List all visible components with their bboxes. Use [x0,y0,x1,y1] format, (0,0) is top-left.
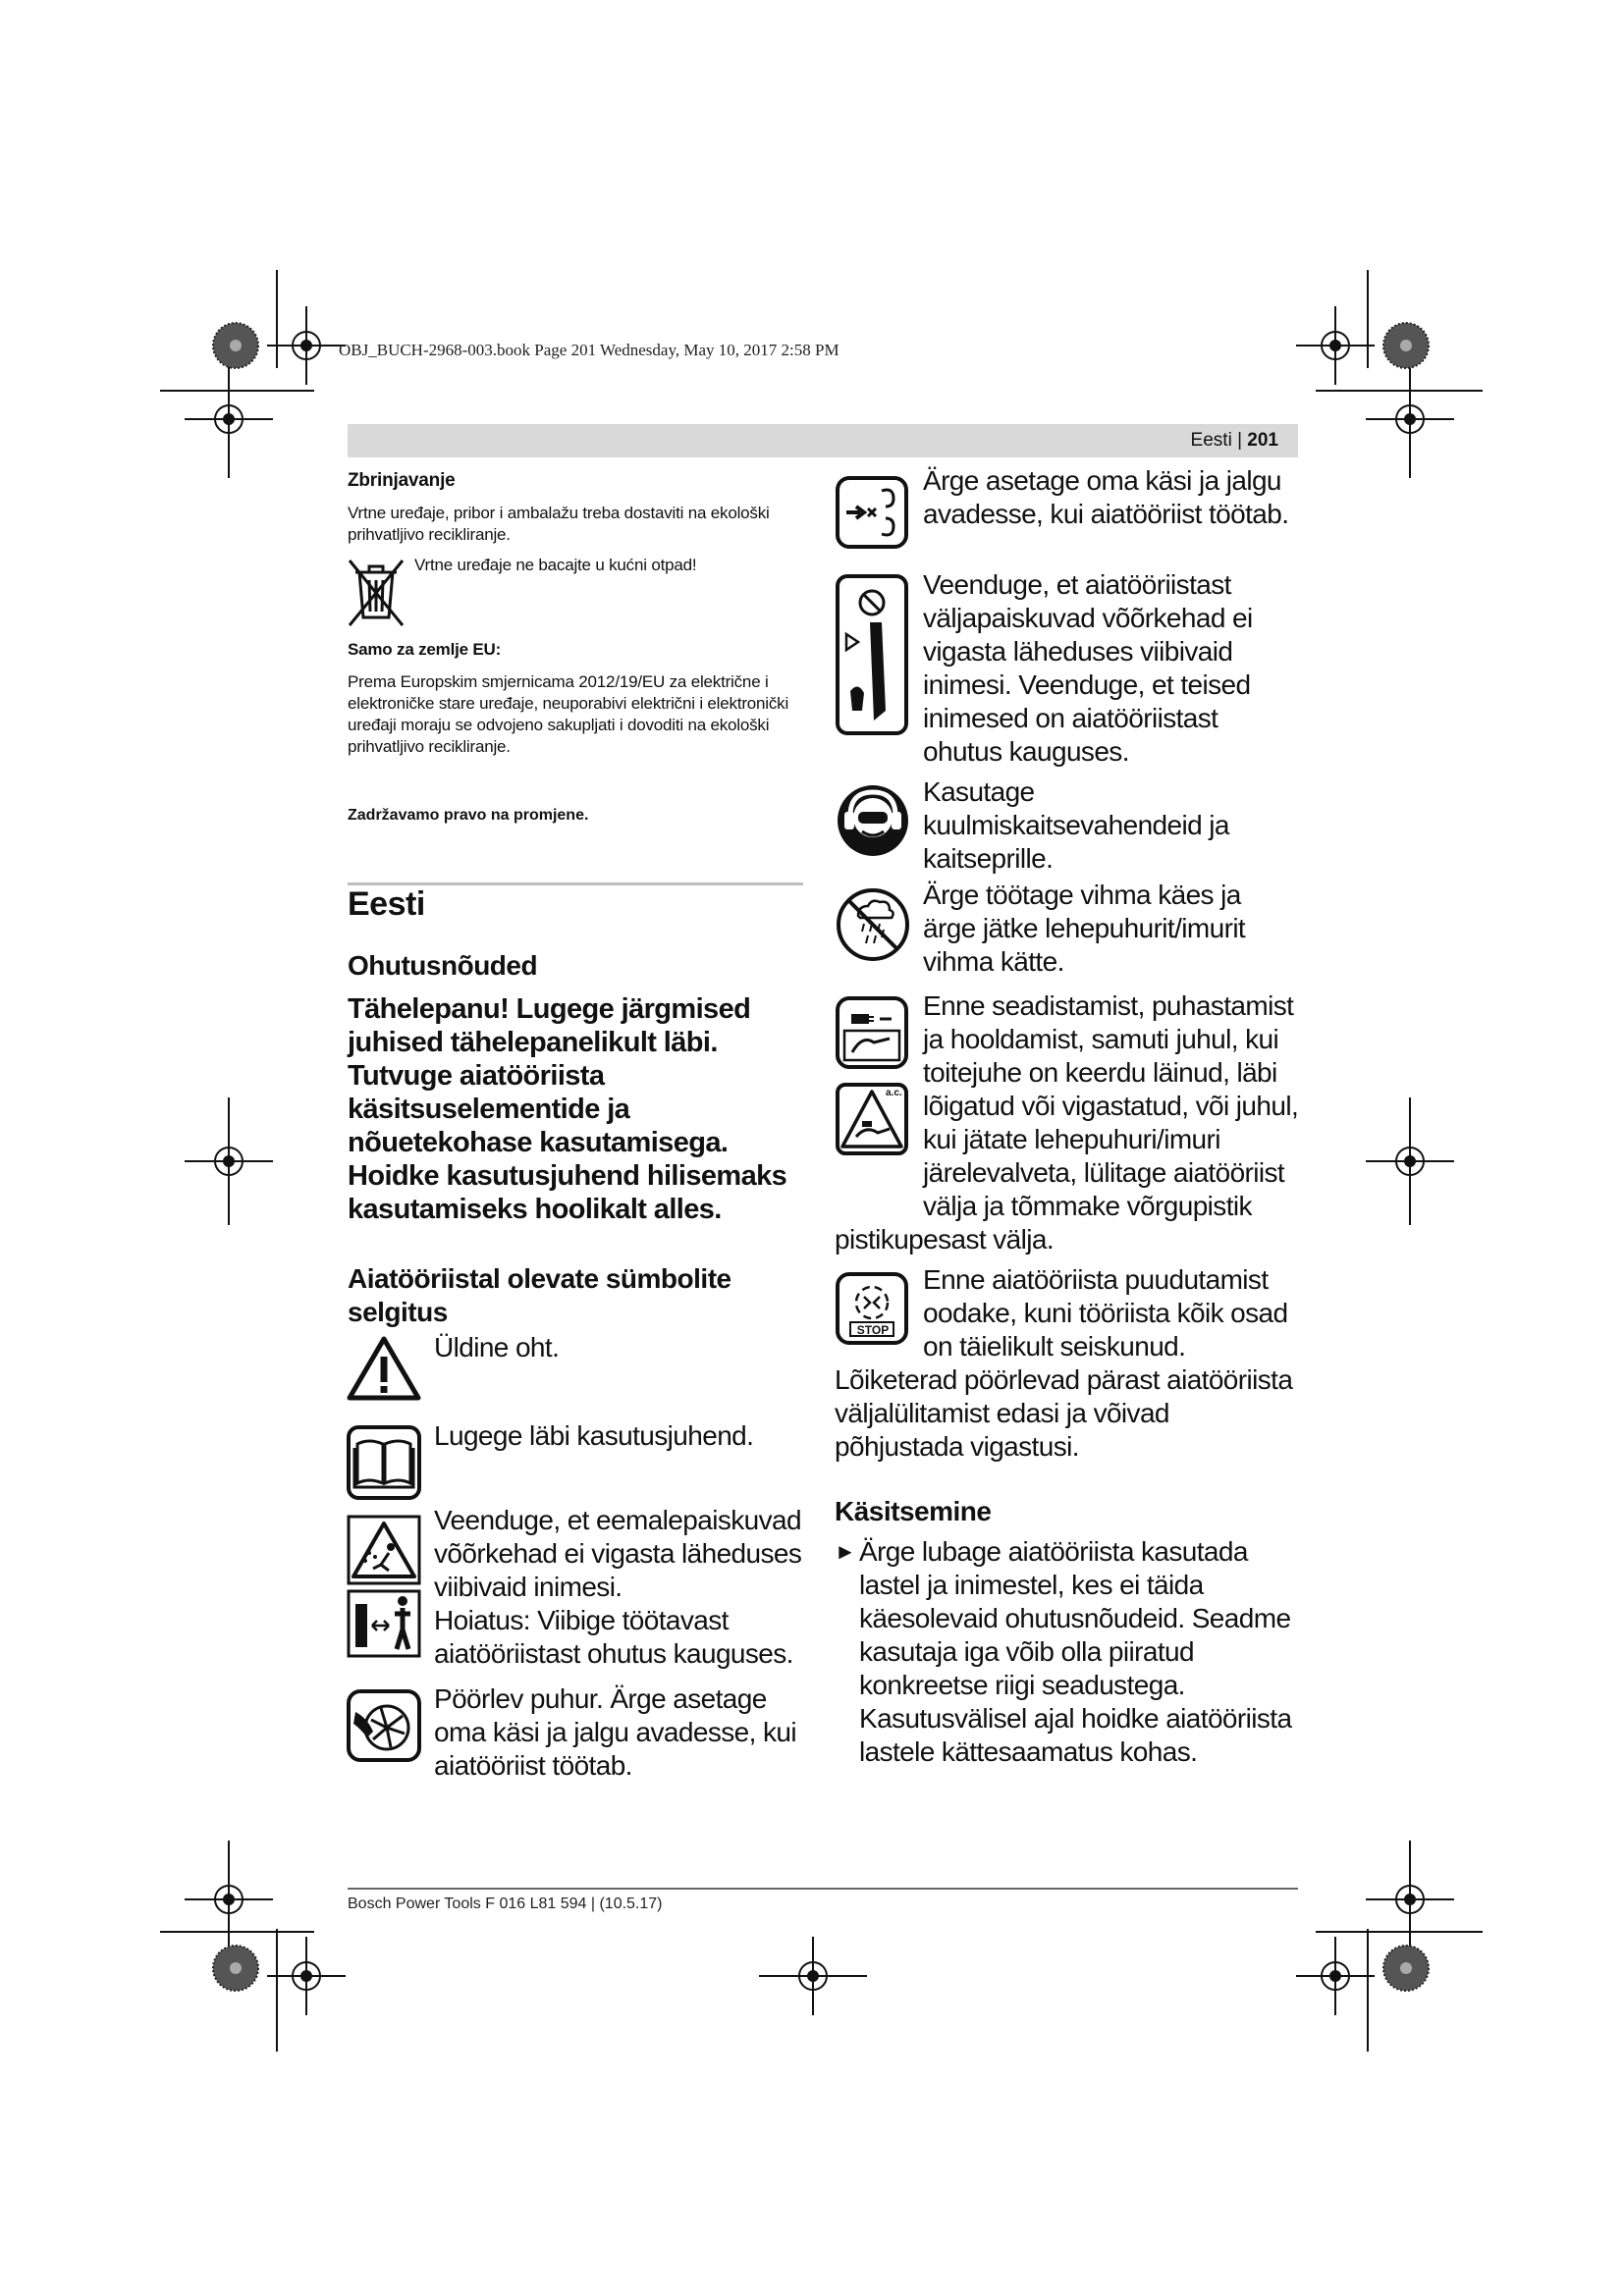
print-info: OBJ_BUCH-2968-003.book Page 201 Wednesday, May 10, 2017 2:58 PM [339,341,839,359]
eu-text: Prema Europskim smjernicama 2012/19/EU za električne i elektroničke stare uređaje, neuporabivi električni i elektronički uređaji moraju se odvojeno sakupljati i dovoditi na ekološki prihvatljivo recikliranje. [348,672,789,756]
symbol-text-manual: Lugege läbi kasutusjuhend. [434,1420,754,1451]
general-danger-icon [346,1335,422,1402]
footer-divider [348,1888,1298,1890]
bystanders-icon [835,573,909,736]
ejected-debris-icon [346,1514,422,1586]
disposal-title: Zbrinjavanje [348,470,456,491]
header-section: Eesti [1190,430,1232,451]
safety-title: Ohutusnõuded [348,950,538,981]
header-separator: | [1237,430,1243,451]
symbol-text-bystanders: Veenduge, et aiatööriistast väljapaiskuvad võõrkehad ei vigasta läheduses viibivaid inimesi. Veenduge, et teised inimesed on aiatööriistast ohutus kauguses. [923,569,1253,767]
symbol-text-ear-eye: Kasutage kuulmiskaitsevahendeid ja kaitseprille. [923,776,1229,874]
handling-title: Käsitsemine [835,1496,992,1526]
symbol-text-rotating-fan: Pöörlev puhur. Ärge asetage oma käsi ja jalgu avadesse, kui aiatööriist töötab. [434,1683,796,1781]
page-header [348,424,1298,457]
disposal-text: Vrtne uređaje, pribor i ambalažu treba dostaviti na ekološki prihvatljivo recikliranje. [348,504,770,544]
ear-eye-protection-icon [835,782,911,859]
header-label [1191,430,1278,452]
symbol-text-general-danger: Üldine oht. [434,1332,560,1362]
symbol-text-hands-feet: Ärge asetage oma käsi ja jalgu avadesse, kui aiatööriist töötab. [923,465,1289,529]
symbol-text-unplug [835,989,1300,1256]
page-number: 201 [1247,430,1278,451]
symbol-text-stop [835,1263,1300,1464]
handling-item [835,1535,1300,1769]
manual-book-icon [346,1424,422,1501]
bullet-arrow: ► [835,1539,856,1564]
footer-text: Bosch Power Tools F 016 L81 594 | (10.5.17) [348,1896,663,1912]
reserve-note: Zadržavamo pravo na promjene. [348,807,589,824]
ac-label: a.c. [886,1088,902,1098]
rotating-fan-icon [346,1688,422,1763]
safe-distance-icon [346,1588,422,1659]
symbol-text-safe-distance: Hoiatus: Viibige töötavast aiatööriistast ohutus kauguses. [434,1605,793,1669]
symbol-text-unplug-content: Enne seadistamist, puhastamist ja hooldamist, samuti juhul, kui toitejuhe on keerdu läinud, läbi lõigatud või vigastatud, või juhul, kui jätate lehepuhuri/imuri järelevalveta, lülitage aiatööriist välja ja tõmmake võrgupistik pistikupesast välja. [835,990,1299,1255]
language-title: Eesti [348,885,425,923]
hands-feet-away-icon [835,475,909,550]
symbol-text-ejected-debris: Veenduge, et eemalepaiskuvad võõrkehad ei vigasta läheduses viibivaid inimesi. [434,1505,802,1602]
handling-text: Ärge lubage aiatööriista kasutada lastel ja inimestel, kes ei täida käesolevaid ohutusnõudeid. Seadme kasutaja iga võib olla piiratud konkreetse riigi seadustega. Kasutusvälisel ajal hoidke aiatööriista lastele kättesaamatus kohas. [859,1536,1292,1767]
bin-text: Vrtne uređaje ne bacajte u kućni otpad! [414,556,697,574]
no-rain-icon [835,886,911,963]
safety-warning: Tähelepanu! Lugege järgmised juhised tähelepanelikult läbi. Tutvuge aiatööriista käsitsuselementide ja nõuetekohase kasutamisega. Hoidke kasutusjuhend hilisemaks kasutamiseks hoolikalt alles. [348,993,787,1225]
symbols-title: Aiatööriistal olevate sümbolite selgitus [348,1263,731,1327]
eu-title: Samo za zemlje EU: [348,640,502,659]
stop-label: STOP [856,1323,890,1337]
symbol-text-stop-content: Enne aiatööriista puudutamist oodake, kuni tööriista kõik osad on täielikult seiskunud. Lõiketerad pöörlevad pärast aiatööriista väljalülitamist edasi ja võivad põhjustada vigastusi. [835,1264,1293,1462]
crossed-bin-icon [346,557,406,630]
symbol-text-no-rain: Ärge töötage vihma käes ja ärge jätke lehepuhurit/imurit vihma kätte. [923,880,1246,977]
